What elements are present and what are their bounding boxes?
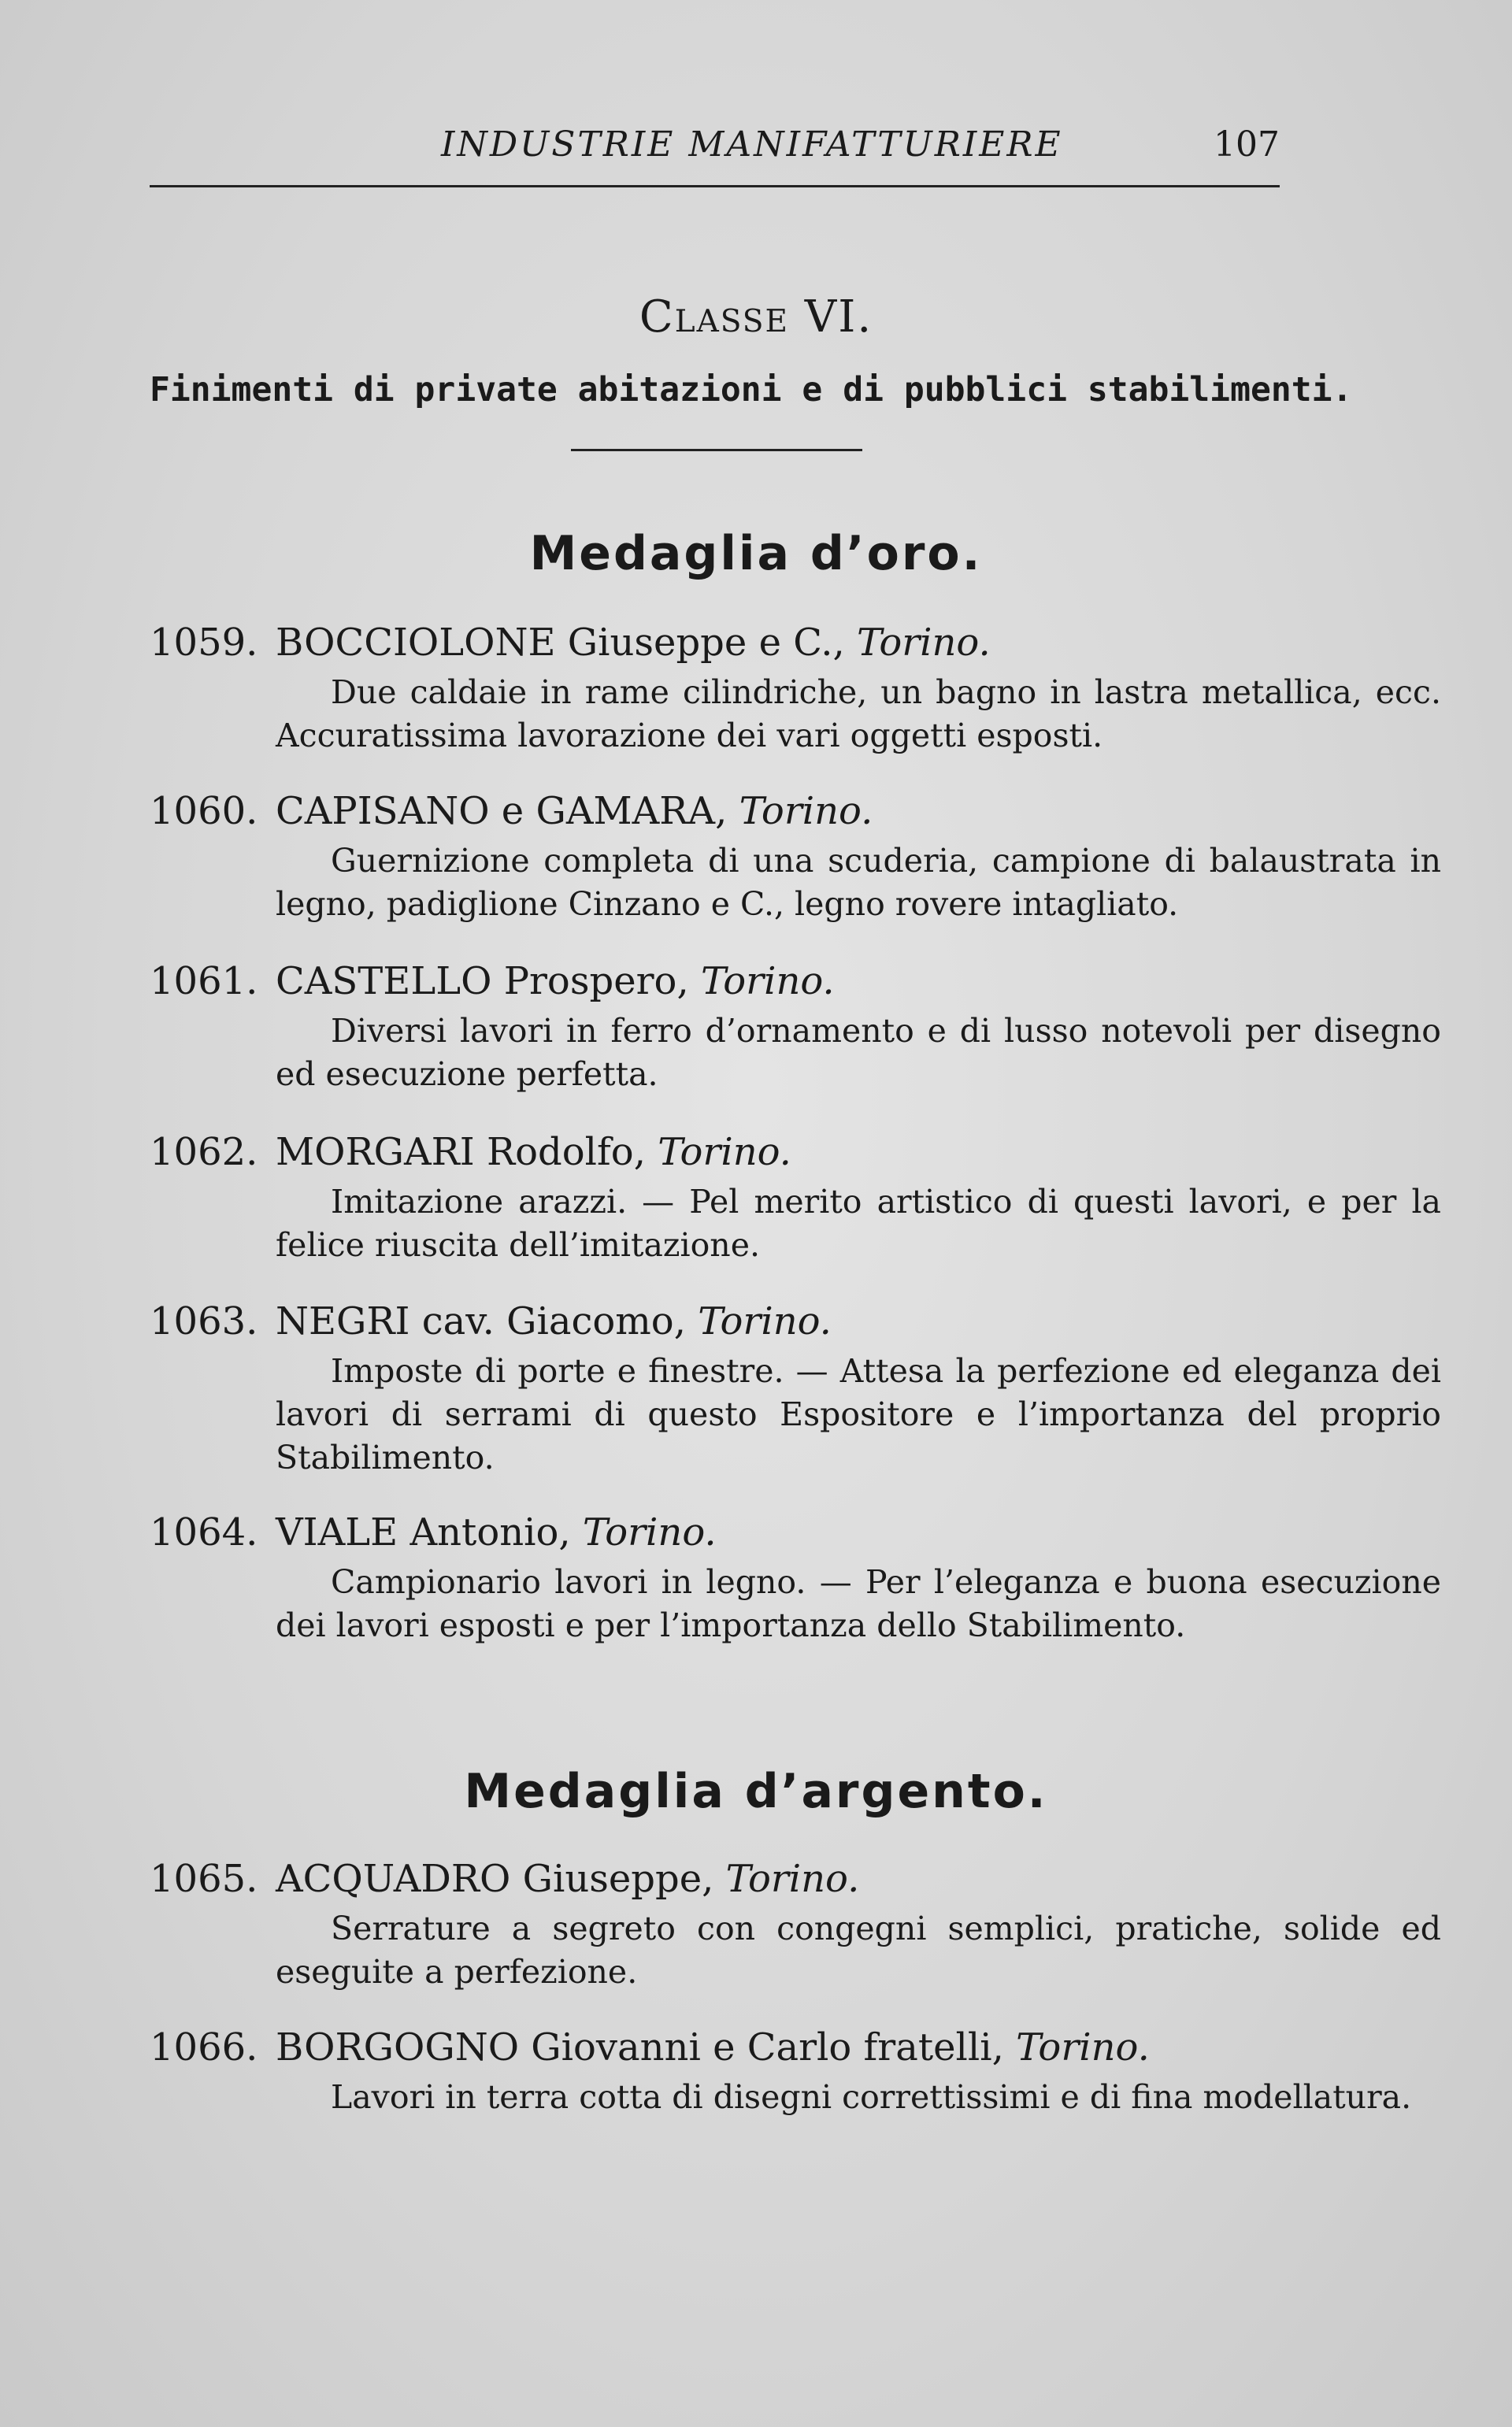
entry-1062: [150, 1130, 1441, 1267]
entry-number: 1064.: [150, 1510, 258, 1554]
entry-1065: [150, 1857, 1441, 1994]
entry-number: 1061.: [150, 959, 258, 1003]
running-title: INDUSTRIE MANIFATTURIERE: [441, 124, 1063, 165]
exhibitor-name: NEGRI cav. Giacomo,: [276, 1299, 686, 1343]
entry-headline: [150, 1510, 1292, 1554]
entry-1066: [150, 2025, 1412, 2119]
entry-headline: [150, 1299, 1292, 1343]
entry-description: Imitazione arazzi. — Pel merito artistico di questi lavori, e per la felice riuscita dell’imitazione.: [276, 1183, 1441, 1264]
entry-description: Due caldaie in rame cilindriche, un bagno in lastra metallica, ecc. Accuratissima lavorazione dei vari oggetti esposti.: [276, 673, 1441, 754]
entry-1064: [150, 1510, 1441, 1647]
exhibitor-city: Torino.: [739, 789, 873, 833]
medal-heading-gold: Medaglia d’oro.: [529, 526, 983, 581]
header-rule: [150, 185, 1280, 187]
entry-headline: [150, 2025, 1292, 2069]
exhibitor-city: Torino.: [698, 1299, 832, 1343]
class-title: Classe VI.: [639, 291, 873, 343]
exhibitor-name: BOCCIOLONE Giuseppe e C.,: [276, 621, 845, 665]
entry-description: Lavori in terra cotta di disegni correttissimi e di fina modellatura.: [331, 2078, 1412, 2116]
entry-1061: [150, 959, 1441, 1096]
entry-description: Campionario lavori in legno. — Per l’eleganza e buona esecuzione dei lavori esposti e per l’importanza dello Stabilimento.: [276, 1563, 1441, 1644]
exhibitor-name: CAPISANO e GAMARA,: [276, 789, 728, 833]
page-header: [150, 118, 1280, 173]
entry-number: 1065.: [150, 1857, 258, 1901]
entry-number: 1060.: [150, 789, 258, 833]
entry-1063: [150, 1299, 1441, 1480]
entry-1059: [150, 621, 1441, 758]
exhibitor-name: BORGOGNO Giovanni e Carlo fratelli,: [276, 2025, 1004, 2069]
entry-1060: [150, 789, 1441, 926]
entry-description: Guernizione completa di una scuderia, campione di balaustrata in legno, padiglione Cinzano e C., legno rovere intagliato.: [276, 842, 1441, 923]
medal-heading-silver: Medaglia d’argento.: [464, 1764, 1048, 1819]
divider-rule: [571, 449, 862, 451]
exhibitor-name: ACQUADRO Giuseppe,: [276, 1857, 714, 1901]
exhibitor-name: VIALE Antonio,: [276, 1510, 571, 1554]
exhibitor-city: Torino.: [1016, 2025, 1150, 2069]
exhibitor-name: MORGARI Rodolfo,: [276, 1130, 646, 1174]
entry-description: Serrature a segreto con congegni semplici, pratiche, solide ed eseguite a perfezione.: [276, 1910, 1441, 1991]
entry-number: 1063.: [150, 1299, 258, 1343]
page-number: 107: [1214, 124, 1280, 165]
entry-headline: [150, 621, 1292, 665]
entry-number: 1062.: [150, 1130, 258, 1174]
entry-headline: [150, 959, 1292, 1003]
entry-headline: [150, 1857, 1292, 1901]
entry-number: 1066.: [150, 2025, 258, 2069]
entry-description: Imposte di porte e finestre. — Attesa la perfezione ed eleganza dei lavori di serrami di questo Espositore e l’importanza del proprio Stabilimento.: [276, 1352, 1441, 1477]
exhibitor-city: Torino.: [725, 1857, 860, 1901]
exhibitor-city: Torino.: [857, 621, 991, 665]
exhibitor-name: CASTELLO Prospero,: [276, 959, 689, 1003]
exhibitor-city: Torino.: [700, 959, 835, 1003]
entry-description: Diversi lavori in ferro d’ornamento e di lusso notevoli per disegno ed esecuzione perfetta.: [276, 1012, 1441, 1093]
entry-number: 1059.: [150, 621, 258, 665]
section-title: Finimenti di private abitazioni e di pubblici stabilimenti.: [150, 370, 1353, 409]
exhibitor-city: Torino.: [658, 1130, 791, 1174]
exhibitor-city: Torino.: [582, 1510, 717, 1554]
entry-headline: [150, 1130, 1292, 1174]
entry-headline: [150, 789, 1292, 833]
